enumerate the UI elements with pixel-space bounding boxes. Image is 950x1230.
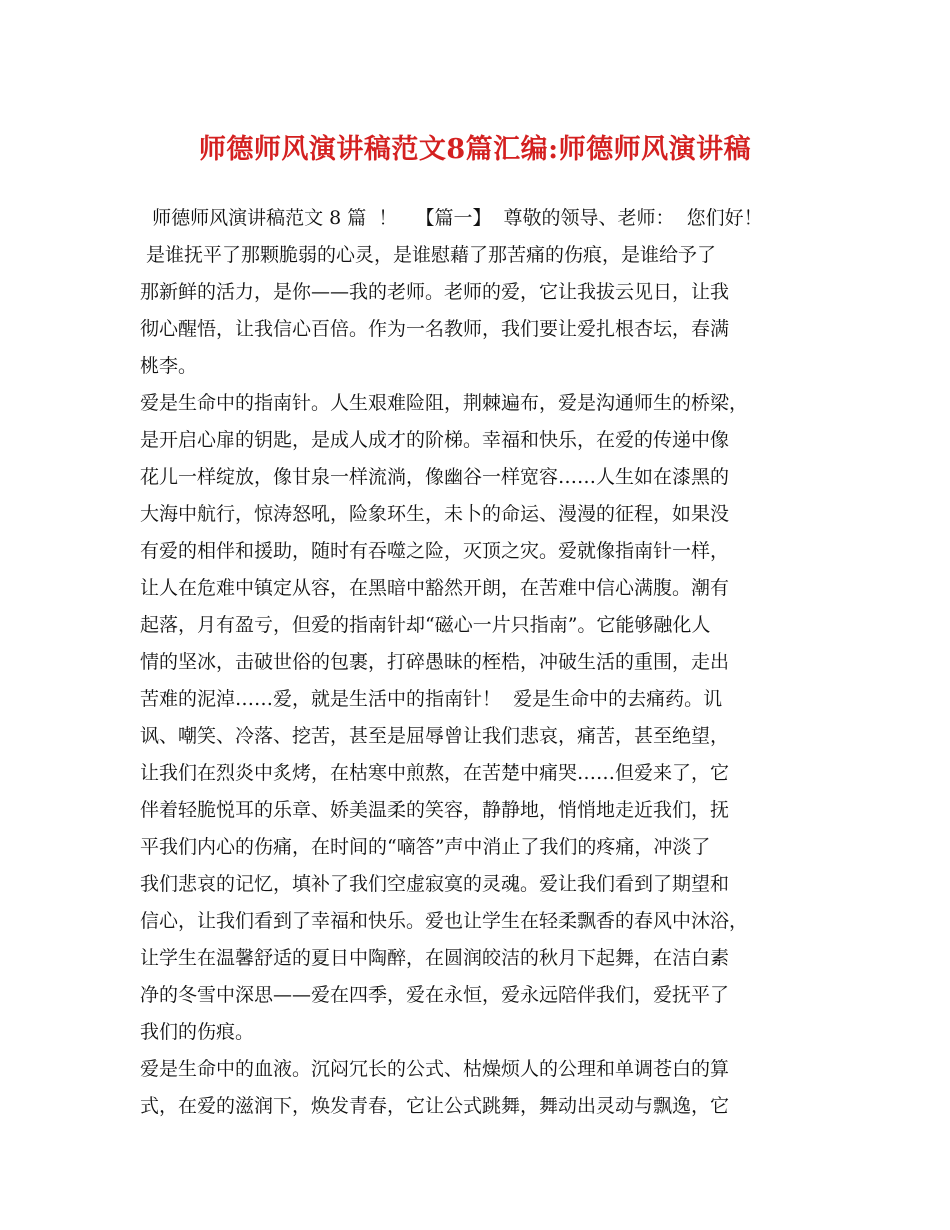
paragraph-line: 是谁抚平了那颗脆弱的心灵，是谁慰藉了那苦痛的伤痕，是谁给予了 xyxy=(140,244,717,266)
paragraph-line: 我们的伤痕。 xyxy=(140,1021,255,1043)
paragraph-line: 让人在危难中镇定从容，在黑暗中豁然开朗，在苦难中信心满腹。潮有 xyxy=(140,577,730,599)
paragraph-line: 式，在爱的滋润下，焕发青春，它让公式跳舞，舞动出灵动与飘逸，它 xyxy=(140,1095,730,1117)
paragraph-line: 大海中航行，惊涛怒吼，险象环生，未卜的命运、漫漫的征程，如果没 xyxy=(140,503,730,525)
paragraph-line: 有爱的相伴和援助，随时有吞噬之险，灭顶之灾。爱就像指南针一样， xyxy=(140,540,730,562)
paragraph-line: 净的冬雪中深思——爱在四季，爱在永恒，爱永远陪伴我们，爱抚平了 xyxy=(140,984,730,1006)
paragraph-line: 让我们在烈炎中炙烤，在枯寒中煎熬，在苦楚中痛哭……但爱来了，它 xyxy=(140,762,730,784)
paragraph-line: 苦难的泥淖……爱，就是生活中的指南针！ 爱是生命中的去痛药。讥 xyxy=(140,688,723,710)
paragraph-line: 师德师风演讲稿范文 8 篇 ！ 【篇一】 尊敬的领导、老师： 您们好！ xyxy=(140,207,763,229)
paragraph-line: 是开启心扉的钥匙，是成人成才的阶梯。幸福和快乐，在爱的传递中像 xyxy=(140,429,730,451)
paragraph-line: 彻心醒悟，让我信心百倍。作为一名教师，我们要让爱扎根杏坛，春满 xyxy=(140,318,730,340)
paragraph-line: 伴着轻脆悦耳的乐章、娇美温柔的笑容，静静地，悄悄地走近我们，抚 xyxy=(140,799,730,821)
paragraph-line: 花儿一样绽放，像甘泉一样流淌，像幽谷一样宽容……人生如在漆黑的 xyxy=(140,466,730,488)
paragraph-line: 那新鲜的活力，是你——我的老师。老师的爱，它让我拔云见日，让我 xyxy=(140,281,730,303)
paragraph-line: 桃李。 xyxy=(140,355,198,377)
paragraph-line: 讽、嘲笑、冷落、挖苦，甚至是屈辱曾让我们悲哀，痛苦，甚至绝望， xyxy=(140,725,730,747)
paragraph-line: 平我们内心的伤痛，在时间的“嘀答”声中消止了我们的疼痛，冲淡了 xyxy=(140,836,711,858)
paragraph-line: 信心，让我们看到了幸福和快乐。爱也让学生在轻柔飘香的春风中沐浴， xyxy=(140,910,749,932)
document-title: 师德师风演讲稿范文8篇汇编:师德师风演讲稿 xyxy=(198,134,752,165)
paragraph-line: 情的坚冰，击破世俗的包裹，打碎愚昧的桎梏，冲破生活的重围，走出 xyxy=(140,651,730,673)
paragraph-line: 爱是生命中的血液。沉闷冗长的公式、枯燥烦人的公理和单调苍白的算 xyxy=(140,1058,730,1080)
paragraph-line: 爱是生命中的指南针。人生艰难险阻，荆棘遍布，爱是沟通师生的桥梁， xyxy=(140,392,749,414)
paragraph-line: 起落，月有盈亏，但爱的指南针却“磁心一片只指南”。它能够融化人 xyxy=(140,614,711,636)
paragraph-line: 我们悲哀的记忆，填补了我们空虚寂寞的灵魂。爱让我们看到了期望和 xyxy=(140,873,730,895)
paragraph-line: 让学生在温馨舒适的夏日中陶醉，在圆润皎洁的秋月下起舞，在洁白素 xyxy=(140,947,730,969)
